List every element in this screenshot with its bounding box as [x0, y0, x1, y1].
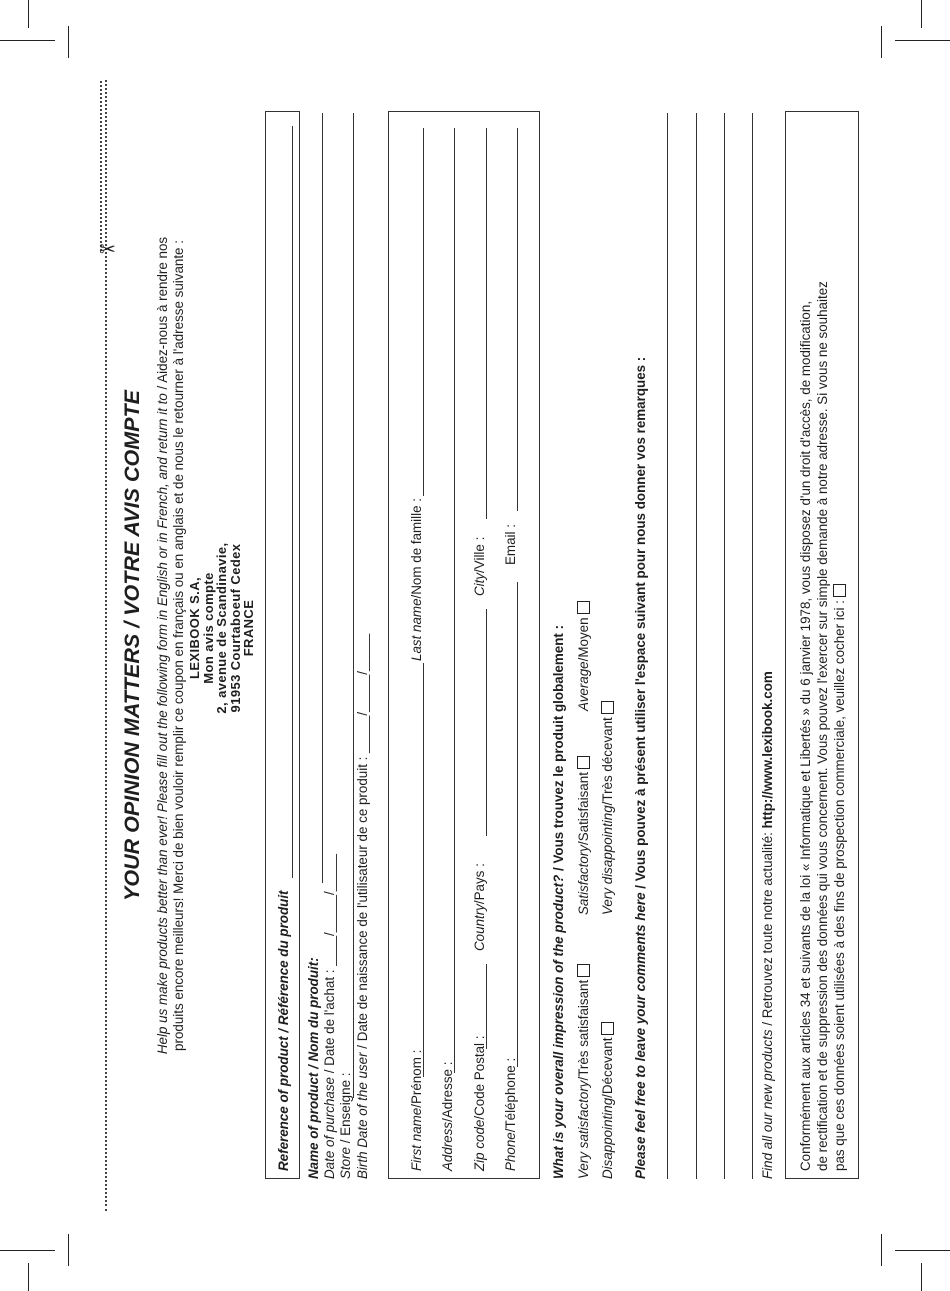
city-label	[472, 537, 487, 596]
legal-text: pas que ces données soient utilisées à des fins de prospection commerciale, veuillez cocher ici :	[832, 600, 847, 1171]
comments-label-en: Please feel free to leave your comments here	[633, 892, 648, 1179]
reference-input-line[interactable]	[292, 126, 293, 878]
country-label	[472, 863, 487, 951]
impression-question-fr: / Vous trouvez le produit globalement :	[551, 624, 566, 875]
option-label-fr: /Moyen	[576, 617, 591, 662]
address-line: Mon avis compte	[200, 572, 216, 684]
purchase-date-label-fr: / Date de l'achat :	[322, 969, 337, 1078]
address-line: 91953 Courtaboeuf Cedex	[227, 543, 243, 713]
option-very-satisfactory[interactable]	[576, 964, 591, 1179]
store-row	[338, 1073, 353, 1179]
address-label-en: Address	[440, 1121, 455, 1171]
first-name-input-line[interactable]	[423, 663, 424, 1077]
phone-input-line[interactable]	[517, 582, 518, 1067]
option-average[interactable]	[576, 601, 591, 711]
zip-code-label	[472, 1036, 487, 1171]
birth-date-slots[interactable]: _____/_____/_____	[355, 633, 370, 753]
zip-code-input-line[interactable]	[486, 964, 487, 1049]
store-input-line[interactable]	[353, 113, 354, 1098]
last-name-label-fr: /Nom de famille :	[409, 498, 424, 599]
disappointing-checkbox[interactable]	[601, 1022, 614, 1035]
city-input-line[interactable]	[486, 128, 487, 519]
comment-line[interactable]	[724, 113, 725, 1179]
intro-text-en: Help us make products better than ever! Please fill out the following form in English or in French, and return it to	[155, 393, 170, 1055]
option-disappointing[interactable]	[600, 1022, 615, 1179]
option-label-en: Very disappointing	[600, 805, 615, 915]
address-label	[440, 1062, 455, 1171]
address-label-fr: /Adresse :	[440, 1061, 455, 1122]
news-line	[760, 671, 775, 1179]
intro-text-fr: Aidez-nous à rendre nos	[155, 236, 170, 383]
return-address	[188, 508, 256, 748]
phone-label-fr: /Téléphone :	[503, 1057, 518, 1133]
option-label-en: Very satisfactory	[576, 1080, 591, 1179]
email-input-line[interactable]	[517, 128, 518, 511]
birth-date-label-en: Birth Date of the user	[355, 1052, 370, 1179]
address-line: LEXIBOOK S.A,	[187, 577, 202, 679]
country-label-fr: /Pays :	[472, 863, 487, 905]
address-input-line[interactable]	[454, 128, 455, 1073]
option-label-fr: /Très décevant	[600, 717, 615, 806]
address-line: 2, avenue de Scandinavie,	[214, 542, 230, 714]
opt-out-checkbox[interactable]	[833, 584, 846, 597]
option-label-fr: /Décevant	[600, 1037, 615, 1098]
impression-question-en: What is your overall impression of the product?	[551, 874, 566, 1179]
birth-date-label-fr: / Date de naissance de l'utilisateur de ce produit :	[355, 756, 370, 1053]
option-label-en: Average	[576, 661, 591, 711]
first-name-label-fr: /Prénom :	[409, 1049, 424, 1108]
impression-question	[551, 625, 566, 1179]
country-label-en: Country	[472, 904, 487, 951]
intro-line-2: produits encore meilleurs! Merci de bien vouloir remplir ce coupon en français ou en anglais et de nous le retourner à l'adresse suivante :	[171, 240, 186, 1051]
very-disappointing-checkbox[interactable]	[601, 701, 614, 714]
store-label-en: Store	[338, 1146, 353, 1179]
satisfactory-checkbox[interactable]	[577, 756, 590, 769]
option-label-fr: /Très satisfaisant	[576, 979, 591, 1081]
option-label-en: Satisfactory	[576, 845, 591, 915]
scissors-icon: ✂	[99, 239, 116, 262]
legal-text-line: de rectification et de suppression des données qui vous concernent. Vous pouvez l'exercer sur simple demande à notre adresse. Si vous ne souhaitez	[815, 281, 830, 1171]
cut-line-right	[100, 81, 102, 251]
last-name-input-line[interactable]	[423, 128, 424, 496]
address-line: FRANCE	[241, 599, 257, 657]
first-name-label-en: First name	[409, 1107, 424, 1171]
option-label-fr: /Satisfaisant	[576, 772, 591, 846]
comments-label-fr: / Vous pouvez à présent utiliser l'espace suivant pour nous donner vos remarques :	[633, 356, 648, 893]
zip-code-label-fr: /Code Postal :	[472, 1035, 487, 1120]
last-name-label	[409, 498, 424, 661]
legal-text-line: Conformément aux articles 34 et suivants de la loi « Informatique et Libertés » du 6 janvier 1978, vous disposez d'un droit d'accès, de modification,	[798, 300, 813, 1171]
purchase-date-row	[322, 854, 337, 1179]
purchase-date-slots[interactable]: ____/_____/_____	[322, 854, 337, 966]
phone-label	[503, 1058, 518, 1171]
city-label-fr: /Ville :	[472, 536, 487, 573]
zip-code-label-en: Zip code	[472, 1119, 487, 1171]
intro-line-1	[155, 0, 170, 1291]
first-name-label	[409, 1050, 424, 1171]
page-title: YOUR OPINION MATTERS / VOTRE AVIS COMPTE	[120, 390, 144, 901]
average-checkbox[interactable]	[577, 601, 590, 614]
very-satisfactory-checkbox[interactable]	[577, 964, 590, 977]
website-link[interactable]: http://www.lexibook.com	[760, 671, 775, 829]
phone-label-en: Phone	[503, 1132, 518, 1171]
product-name-label: Name of product / Nom du produit:	[306, 957, 321, 1179]
comment-line[interactable]	[696, 113, 697, 1179]
email-label: Email :	[503, 524, 518, 565]
comment-line[interactable]	[752, 113, 753, 1179]
reference-label: Reference of product / Référence du produit	[276, 890, 291, 1171]
option-label-en: Disappointing	[600, 1097, 615, 1179]
birth-date-row	[355, 634, 370, 1179]
option-very-disappointing[interactable]	[600, 701, 615, 915]
news-label-en: Find all our new products	[760, 1029, 775, 1179]
product-name-line[interactable]	[322, 113, 323, 883]
intro-separator: /	[155, 382, 170, 394]
store-label-fr: / Enseigne :	[338, 1072, 353, 1147]
comments-label	[633, 357, 648, 1179]
country-input-line[interactable]	[486, 609, 487, 836]
last-name-label-en: Last name	[409, 598, 424, 661]
purchase-date-label-en: Date of purchase	[322, 1077, 337, 1179]
legal-text-line-last	[832, 584, 847, 1171]
comment-line[interactable]	[667, 113, 668, 1179]
news-label-fr: / Retrouvez toute notre actualité:	[760, 828, 775, 1030]
city-label-en: City	[472, 572, 487, 596]
option-satisfactory[interactable]	[576, 756, 591, 915]
